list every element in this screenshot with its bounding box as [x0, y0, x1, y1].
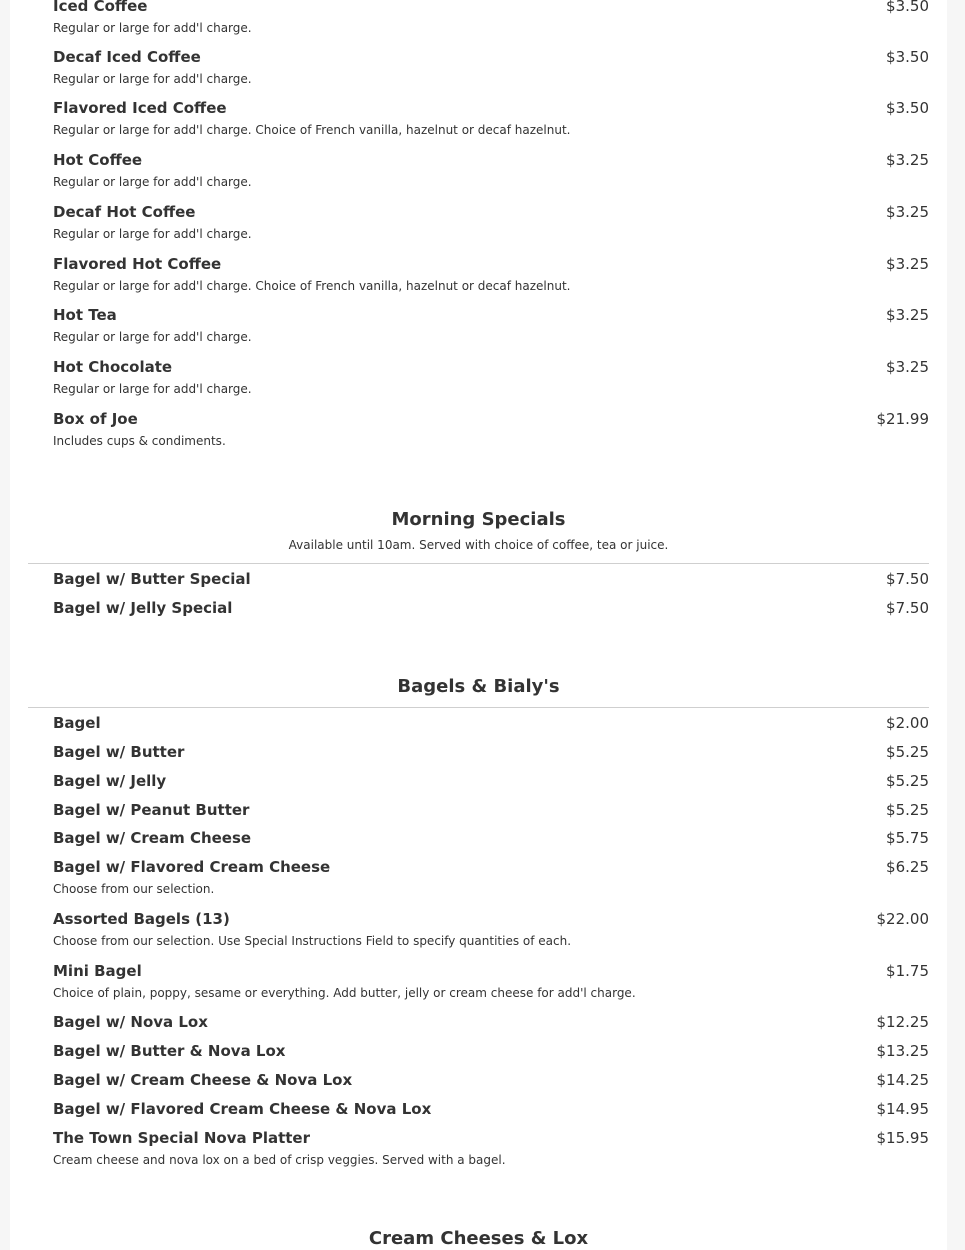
item-name: Hot Tea: [53, 306, 117, 324]
item-description: Regular or large for add'l charge.: [53, 227, 252, 241]
item-price: $3.25: [886, 255, 929, 273]
section-title-bagels: Bagels & Bialy's: [397, 676, 560, 697]
item-description: Choose from our selection. Use Special Instructions Field to specify quantities of each.: [53, 934, 572, 948]
item-price: $5.75: [886, 829, 929, 847]
item-name: Mini Bagel: [53, 962, 142, 980]
section-divider: [28, 563, 929, 564]
item-price: $14.95: [876, 1100, 929, 1118]
item-name: Bagel w/ Jelly: [53, 772, 167, 790]
item-name: Bagel w/ Cream Cheese & Nova Lox: [53, 1071, 353, 1089]
item-description: Choose from our selection.: [53, 882, 215, 896]
item-price: $3.25: [886, 151, 929, 169]
section-title-morning-specials: Morning Specials: [391, 509, 566, 530]
item-price: $3.50: [886, 48, 929, 66]
item-name: Flavored Hot Coffee: [53, 255, 222, 273]
section-subtitle: Available until 10am. Served with choice of coffee, tea or juice.: [288, 538, 669, 552]
item-price: $13.25: [876, 1042, 929, 1060]
item-price: $3.50: [886, 0, 929, 15]
item-price: $1.75: [886, 962, 929, 980]
item-description: Regular or large for add'l charge.: [53, 330, 252, 344]
item-description: Regular or large for add'l charge.: [53, 21, 252, 35]
item-name: Hot Chocolate: [53, 358, 173, 376]
item-price: $15.95: [876, 1129, 929, 1147]
item-price: $3.25: [886, 306, 929, 324]
item-name: Bagel w/ Peanut Butter: [53, 801, 250, 819]
item-price: $12.25: [876, 1013, 929, 1031]
item-name: Iced Coffee: [53, 0, 148, 15]
item-price: $6.25: [886, 858, 929, 876]
item-name: Bagel w/ Cream Cheese: [53, 829, 252, 847]
item-description: Choice of plain, poppy, sesame or everything. Add butter, jelly or cream cheese for add'l charge.: [53, 986, 636, 1000]
item-price: $3.25: [886, 358, 929, 376]
item-description: Cream cheese and nova lox on a bed of crisp veggies. Served with a bagel.: [53, 1153, 506, 1167]
item-price: $3.50: [886, 99, 929, 117]
item-description: Regular or large for add'l charge.: [53, 175, 252, 189]
item-name: Assorted Bagels (13): [53, 910, 230, 928]
menu-page: [10, 0, 947, 1250]
item-price: $5.25: [886, 743, 929, 761]
item-description: Regular or large for add'l charge.: [53, 72, 252, 86]
item-name: The Town Special Nova Platter: [53, 1129, 310, 1147]
item-price: $2.00: [886, 714, 929, 732]
item-name: Hot Coffee: [53, 151, 143, 169]
item-description: Regular or large for add'l charge. Choice of French vanilla, hazelnut or decaf hazelnut.: [53, 123, 571, 137]
item-name: Bagel w/ Flavored Cream Cheese: [53, 858, 331, 876]
item-name: Box of Joe: [53, 410, 138, 428]
item-price: $5.25: [886, 801, 929, 819]
item-name: Bagel w/ Butter Special: [53, 570, 251, 588]
item-name: Decaf Hot Coffee: [53, 203, 196, 221]
item-price: $3.25: [886, 203, 929, 221]
section-title-cream-cheeses: Cream Cheeses & Lox: [368, 1228, 589, 1249]
item-name: Bagel w/ Jelly Special: [53, 599, 233, 617]
item-description: Includes cups & condiments.: [53, 434, 226, 448]
item-name: Bagel: [53, 714, 101, 732]
item-name: Bagel w/ Butter: [53, 743, 185, 761]
item-price: $7.50: [886, 599, 929, 617]
item-name: Bagel w/ Nova Lox: [53, 1013, 208, 1031]
item-description: Regular or large for add'l charge.: [53, 382, 252, 396]
item-price: $7.50: [886, 570, 929, 588]
item-name: Decaf Iced Coffee: [53, 48, 201, 66]
item-price: $5.25: [886, 772, 929, 790]
item-description: Regular or large for add'l charge. Choice of French vanilla, hazelnut or decaf hazelnut.: [53, 279, 571, 293]
item-name: Flavored Iced Coffee: [53, 99, 227, 117]
item-name: Bagel w/ Butter & Nova Lox: [53, 1042, 286, 1060]
item-price: $22.00: [876, 910, 929, 928]
item-price: $14.25: [876, 1071, 929, 1089]
item-price: $21.99: [876, 410, 929, 428]
section-divider: [28, 707, 929, 708]
item-name: Bagel w/ Flavored Cream Cheese & Nova Lox: [53, 1100, 432, 1118]
